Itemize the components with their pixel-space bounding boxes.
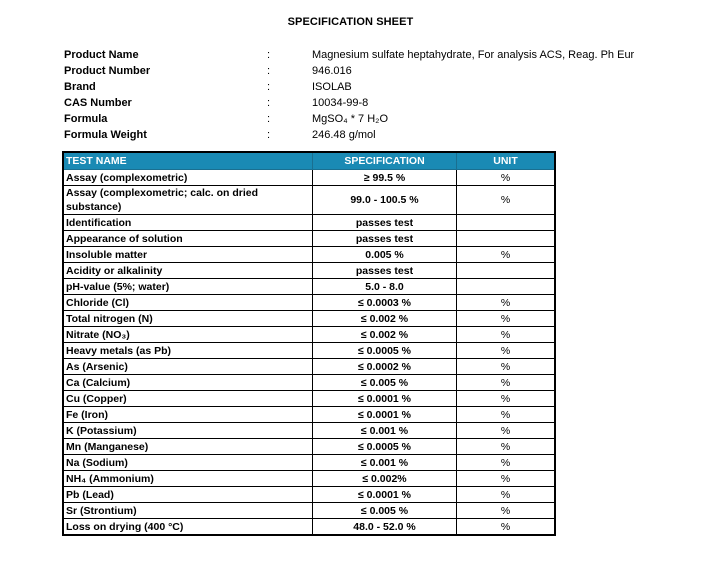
test-name-cell: K (Potassium) <box>63 423 313 439</box>
test-name-cell: Loss on drying (400 °C) <box>63 519 313 536</box>
table-row <box>63 327 555 343</box>
unit-cell: % <box>457 311 556 327</box>
specification-cell: ≤ 0.001 % <box>313 455 457 471</box>
specification-cell: ≤ 0.0001 % <box>313 407 457 423</box>
specification-cell: ≥ 99.5 % <box>313 170 457 186</box>
header-specification: SPECIFICATION <box>313 152 457 170</box>
test-name-cell: pH-value (5%; water) <box>63 279 313 295</box>
table-row <box>63 391 555 407</box>
table-row <box>63 423 555 439</box>
info-label: Formula Weight <box>64 129 147 141</box>
table-row <box>63 487 555 503</box>
test-name-cell: Chloride (Cl) <box>63 295 313 311</box>
test-name-cell: Heavy metals (as Pb) <box>63 343 313 359</box>
table-row <box>63 471 555 487</box>
specification-cell: ≤ 0.0001 % <box>313 391 457 407</box>
table-row <box>63 295 555 311</box>
info-colon: : <box>267 97 271 109</box>
unit-cell <box>457 279 556 295</box>
unit-cell: % <box>457 439 556 455</box>
info-row <box>64 47 634 63</box>
table-row <box>63 503 555 519</box>
unit-cell: % <box>457 359 556 375</box>
specification-cell: 99.0 - 100.5 % <box>313 186 457 215</box>
info-colon: : <box>267 129 271 141</box>
test-name-cell: Ca (Calcium) <box>63 375 313 391</box>
unit-cell: % <box>457 519 556 536</box>
test-name-cell: Mn (Manganese) <box>63 439 313 455</box>
table-header-row <box>63 152 555 170</box>
specification-cell: passes test <box>313 231 457 247</box>
info-value: MgSO₄ * 7 H₂O <box>312 113 389 125</box>
table-row <box>63 455 555 471</box>
unit-cell: % <box>457 503 556 519</box>
info-value: 246.48 g/mol <box>312 129 376 141</box>
test-name-cell: Identification <box>63 215 313 231</box>
specification-table <box>62 151 556 536</box>
specification-cell: ≤ 0.002% <box>313 471 457 487</box>
table-row <box>63 519 555 536</box>
table-row <box>63 375 555 391</box>
test-name-cell: Nitrate (NO₃) <box>63 327 313 343</box>
table-row <box>63 279 555 295</box>
specification-cell: ≤ 0.002 % <box>313 327 457 343</box>
specification-cell: ≤ 0.005 % <box>313 503 457 519</box>
specification-cell: passes test <box>313 263 457 279</box>
specification-cell: ≤ 0.005 % <box>313 375 457 391</box>
test-name-cell: Na (Sodium) <box>63 455 313 471</box>
test-name-cell: Fe (Iron) <box>63 407 313 423</box>
specification-cell: ≤ 0.0002 % <box>313 359 457 375</box>
info-colon: : <box>267 113 271 125</box>
unit-cell <box>457 263 556 279</box>
unit-cell: % <box>457 407 556 423</box>
table-row <box>63 215 555 231</box>
info-value: Magnesium sulfate heptahydrate, For analysis ACS, Reag. Ph Eur <box>312 49 635 61</box>
specification-cell: ≤ 0.0003 % <box>313 295 457 311</box>
info-row <box>64 111 634 127</box>
specification-cell: passes test <box>313 215 457 231</box>
unit-cell: % <box>457 295 556 311</box>
unit-cell: % <box>457 375 556 391</box>
unit-cell <box>457 215 556 231</box>
info-value: 946.016 <box>312 65 352 77</box>
specification-cell: ≤ 0.0005 % <box>313 439 457 455</box>
header-unit: UNIT <box>457 152 556 170</box>
info-row <box>64 95 634 111</box>
info-colon: : <box>267 49 271 61</box>
test-name-cell: Acidity or alkalinity <box>63 263 313 279</box>
unit-cell: % <box>457 455 556 471</box>
info-label: Formula <box>64 113 108 125</box>
test-name-cell: Insoluble matter <box>63 247 313 263</box>
table-row <box>63 343 555 359</box>
unit-cell: % <box>457 186 556 215</box>
test-name-cell: Total nitrogen (N) <box>63 311 313 327</box>
test-name-cell: Assay (complexometric; calc. on dried substance) <box>63 186 313 215</box>
table-row <box>63 170 555 186</box>
product-info <box>64 47 634 143</box>
info-value: 10034-99-8 <box>312 97 369 109</box>
table-row <box>63 263 555 279</box>
unit-cell: % <box>457 391 556 407</box>
info-row <box>64 127 634 143</box>
specification-cell: 5.0 - 8.0 <box>313 279 457 295</box>
info-row <box>64 79 634 95</box>
unit-cell: % <box>457 343 556 359</box>
unit-cell: % <box>457 423 556 439</box>
info-label: Brand <box>64 81 96 93</box>
specification-cell: ≤ 0.001 % <box>313 423 457 439</box>
header-test-name: TEST NAME <box>63 152 313 170</box>
table-row <box>63 247 555 263</box>
specification-cell: 0.005 % <box>313 247 457 263</box>
info-value: ISOLAB <box>312 81 352 93</box>
test-name-cell: Cu (Copper) <box>63 391 313 407</box>
test-name-cell: NH₄ (Ammonium) <box>63 471 313 487</box>
unit-cell: % <box>457 471 556 487</box>
info-row <box>64 63 634 79</box>
unit-cell: % <box>457 247 556 263</box>
table-row <box>63 439 555 455</box>
info-colon: : <box>267 81 271 93</box>
info-label: Product Name <box>64 49 139 61</box>
table-row <box>63 407 555 423</box>
specification-cell: ≤ 0.002 % <box>313 311 457 327</box>
table-row <box>63 359 555 375</box>
info-label: CAS Number <box>64 97 132 109</box>
specification-cell: ≤ 0.0005 % <box>313 343 457 359</box>
test-name-cell: Appearance of solution <box>63 231 313 247</box>
specification-cell: 48.0 - 52.0 % <box>313 519 457 536</box>
unit-cell: % <box>457 170 556 186</box>
test-name-cell: Sr (Strontium) <box>63 503 313 519</box>
test-name-cell: As (Arsenic) <box>63 359 313 375</box>
test-name-cell: Pb (Lead) <box>63 487 313 503</box>
test-name-cell: Assay (complexometric) <box>63 170 313 186</box>
specification-cell: ≤ 0.0001 % <box>313 487 457 503</box>
table-row <box>63 311 555 327</box>
unit-cell: % <box>457 327 556 343</box>
page-title: SPECIFICATION SHEET <box>287 16 414 28</box>
info-label: Product Number <box>64 65 151 77</box>
info-colon: : <box>267 65 271 77</box>
unit-cell <box>457 231 556 247</box>
unit-cell: % <box>457 487 556 503</box>
table-row <box>63 231 555 247</box>
table-row <box>63 186 555 215</box>
